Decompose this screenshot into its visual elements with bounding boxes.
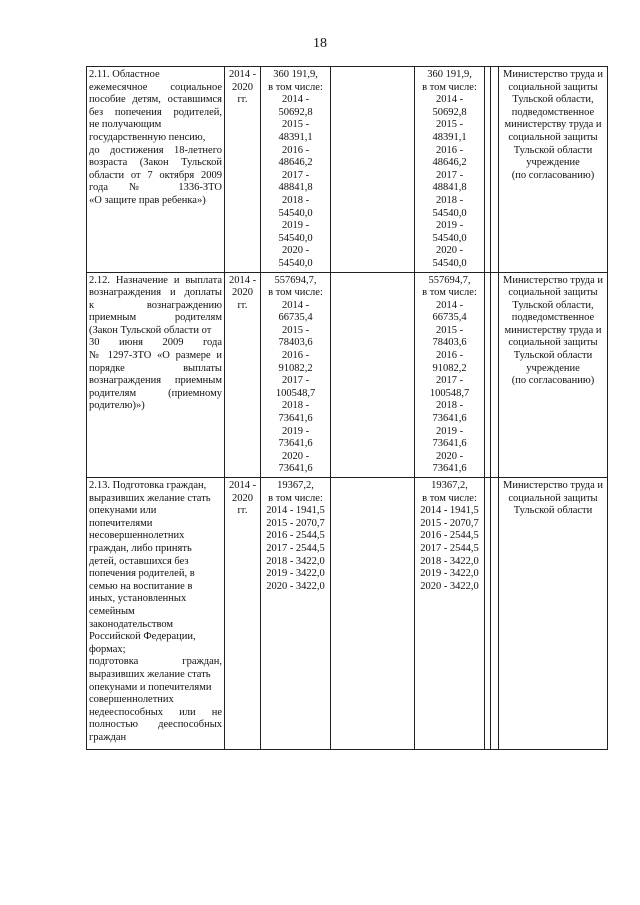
amount-line: в том числе: xyxy=(268,492,323,504)
amount-line: 2019 - xyxy=(435,425,464,437)
resp-line: Министерство труда и xyxy=(502,274,604,286)
resp-line: Тульской области xyxy=(513,505,593,517)
amount-line: 2017 - xyxy=(435,169,464,181)
period-line: гг. xyxy=(237,94,248,106)
empty-cell xyxy=(331,67,415,273)
desc-line: выразивших желание стать xyxy=(89,668,211,680)
amount-line: 2020 - 3422,0 xyxy=(420,580,479,592)
desc-line: 30 июня 2009 года xyxy=(89,337,222,349)
amount-line: 2019 - 3422,0 xyxy=(420,568,479,580)
resp-line: министерству труда и xyxy=(504,119,602,131)
amount-line: 19367,2, xyxy=(431,480,468,491)
amount-line: 78403,6 xyxy=(278,337,313,349)
amount-line: 66735,4 xyxy=(432,312,467,324)
desc-line: выразивших желание стать xyxy=(89,492,211,504)
amount-line: 48391,1 xyxy=(432,131,467,143)
resp-line: социальной защиты xyxy=(508,492,598,504)
amount-line: 360 191,9, xyxy=(427,69,472,80)
responsible-cell xyxy=(499,67,608,273)
resp-line: Тульской области xyxy=(513,144,593,156)
desc-line: граждан xyxy=(89,731,127,743)
amount-repeat-cell xyxy=(415,478,485,750)
amount-line: 19367,2, xyxy=(277,480,314,491)
amount-line: 2015 - xyxy=(435,324,464,336)
desc-line: до достижения 18-летнего xyxy=(89,144,222,156)
amount-line: 2018 - 3422,0 xyxy=(420,555,479,567)
period-line: 2014 - xyxy=(228,69,257,80)
empty-cell xyxy=(331,272,415,478)
amount-line: 73641,6 xyxy=(278,438,313,450)
desc-line: вознаграждения и доплаты xyxy=(89,287,222,299)
desc-line: родителю)») xyxy=(89,400,145,412)
desc-line: ежемесячное социальное xyxy=(89,81,222,93)
period-line: 2014 - xyxy=(228,274,257,286)
amount-line: 2018 - xyxy=(435,400,464,412)
amount-line: 2015 - xyxy=(435,119,464,131)
amount-line: 2015 - 2070,7 xyxy=(420,517,479,529)
resp-line: подведомственное xyxy=(511,106,595,118)
amount-line: 2017 - xyxy=(435,375,464,387)
desc-line: несовершеннолетних xyxy=(89,530,185,542)
desc-line: попечителями xyxy=(89,517,153,529)
amount-line: 50692,8 xyxy=(278,106,313,118)
desc-line: вознаграждения приемным xyxy=(89,375,222,387)
desc-line: совершеннолетних xyxy=(89,694,174,706)
amount-line: 100548,7 xyxy=(275,387,316,399)
amount-line: 2015 - xyxy=(281,324,310,336)
amount-line: 2014 - xyxy=(281,299,310,311)
amount-line: 54540,0 xyxy=(278,257,313,269)
resp-line: социальной защиты xyxy=(508,81,598,93)
amount-line: 2019 - xyxy=(281,220,310,232)
desc-line: недееспособных или не xyxy=(89,706,222,718)
measure-description-cell xyxy=(87,478,225,750)
narrow-cell xyxy=(491,272,499,478)
resp-line: (по согласованию) xyxy=(511,375,595,387)
period-line: 2020 xyxy=(232,492,253,504)
table-row xyxy=(87,478,608,750)
period-cell xyxy=(225,478,261,750)
amount-line: 48646,2 xyxy=(278,157,313,169)
amount-line: 48841,8 xyxy=(432,182,467,194)
resp-line: Министерство труда и xyxy=(502,69,604,80)
desc-line: возраста (Закон Тульской xyxy=(89,157,222,169)
desc-line: порядке выплаты xyxy=(89,362,222,374)
amount-line: 48646,2 xyxy=(432,157,467,169)
desc-line: семейным xyxy=(89,605,135,617)
amount-line: 48391,1 xyxy=(278,131,313,143)
amount-line: 2014 - xyxy=(435,94,464,106)
desc-line: приемным родителям xyxy=(89,312,222,324)
amount-line: 66735,4 xyxy=(278,312,313,324)
amount-line: 2020 - xyxy=(281,450,310,462)
amount-line: 2016 - 2544,5 xyxy=(420,530,479,542)
amount-line: в том числе: xyxy=(422,492,477,504)
desc-line: полностью дееспособных xyxy=(89,719,222,731)
period-line: 2020 xyxy=(232,287,253,299)
responsible-cell xyxy=(499,272,608,478)
desc-line: «О защите прав ребенка») xyxy=(89,194,206,206)
period-line: 2020 xyxy=(232,81,253,93)
amount-line: 78403,6 xyxy=(432,337,467,349)
amount-line: 557694,7, xyxy=(428,274,471,286)
desc-line: родителям (приемному xyxy=(89,387,222,399)
amount-line: в том числе: xyxy=(268,287,323,299)
amount-line: 2016 - xyxy=(435,350,464,362)
desc-line: Российской Федерации, xyxy=(89,631,196,643)
amount-line: 54540,0 xyxy=(432,257,467,269)
amount-line: 2019 - 3422,0 xyxy=(266,568,325,580)
resp-line: министерству труда и xyxy=(504,324,602,336)
desc-line: попечения родителей, в xyxy=(89,568,195,580)
amount-line: в том числе: xyxy=(268,81,323,93)
amount-line: 2020 - xyxy=(435,450,464,462)
amount-line: 54540,0 xyxy=(432,232,467,244)
amount-line: 91082,2 xyxy=(432,362,467,374)
amount-line: 2016 - xyxy=(281,350,310,362)
resp-line: Тульской области, xyxy=(512,299,594,311)
amount-line: 73641,6 xyxy=(278,413,313,425)
program-table xyxy=(86,66,608,750)
desc-line: без попечения родителей, xyxy=(89,106,222,118)
amount-repeat-cell xyxy=(415,272,485,478)
amount-line: 2017 - 2544,5 xyxy=(420,542,479,554)
amount-line: 2015 - 2070,7 xyxy=(266,517,325,529)
responsible-cell xyxy=(499,478,608,750)
resp-line: (по согласованию) xyxy=(511,169,595,181)
measure-description-cell xyxy=(87,67,225,273)
amount-line: 2015 - xyxy=(281,119,310,131)
amount-line: 54540,0 xyxy=(432,207,467,219)
amount-line: 50692,8 xyxy=(432,106,467,118)
amount-line: 2018 - xyxy=(435,194,464,206)
desc-line: (Закон Тульской области от xyxy=(89,324,212,336)
desc-line: граждан, либо принять xyxy=(89,542,192,554)
amount-line: 2019 - xyxy=(435,220,464,232)
amount-line: 2014 - 1941,5 xyxy=(266,505,325,517)
amount-line: 360 191,9, xyxy=(273,69,318,80)
desc-line: не получающим xyxy=(89,119,162,131)
amount-line: 2016 - xyxy=(435,144,464,156)
resp-line: Министерство труда и xyxy=(502,480,604,491)
desc-line: формах; xyxy=(89,643,126,655)
table-row xyxy=(87,67,608,273)
amount-line: 2020 - 3422,0 xyxy=(266,580,325,592)
desc-line: опекунами или xyxy=(89,505,157,517)
amount-line: 73641,6 xyxy=(432,463,467,475)
amount-line: 2014 - xyxy=(281,94,310,106)
amount-line: в том числе: xyxy=(422,81,477,93)
resp-line: социальной защиты xyxy=(508,337,598,349)
amount-line: 54540,0 xyxy=(278,207,313,219)
amount-line: 2018 - xyxy=(281,194,310,206)
amount-line: 73641,6 xyxy=(432,413,467,425)
desc-line: семью на воспитание в xyxy=(89,580,193,592)
amount-line: 91082,2 xyxy=(278,362,313,374)
period-cell xyxy=(225,272,261,478)
resp-line: учреждение xyxy=(526,362,580,374)
period-cell xyxy=(225,67,261,273)
amount-line: 2017 - xyxy=(281,169,310,181)
resp-line: Тульской области, xyxy=(512,94,594,106)
table-body xyxy=(87,67,608,750)
amount-cell xyxy=(261,478,331,750)
amount-line: 54540,0 xyxy=(278,232,313,244)
desc-line: области от 7 октября 2009 xyxy=(89,169,222,181)
desc-line: опекунами и попечителями xyxy=(89,681,212,693)
period-line: 2014 - xyxy=(228,480,257,491)
measure-description-cell xyxy=(87,272,225,478)
amount-cell xyxy=(261,272,331,478)
narrow-cell xyxy=(491,478,499,750)
amount-line: 2018 - 3422,0 xyxy=(266,555,325,567)
amount-line: 2019 - xyxy=(281,425,310,437)
resp-line: учреждение xyxy=(526,157,580,169)
desc-line: 2.11. Областное xyxy=(89,69,160,80)
amount-line: 2020 - xyxy=(435,245,464,257)
amount-line: в том числе: xyxy=(422,287,477,299)
amount-line: 2016 - 2544,5 xyxy=(266,530,325,542)
amount-line: 100548,7 xyxy=(429,387,470,399)
empty-cell xyxy=(331,478,415,750)
desc-line: иных, установленных xyxy=(89,593,187,605)
desc-line: детей, оставшихся без xyxy=(89,555,189,567)
amount-cell xyxy=(261,67,331,273)
desc-line: к вознаграждению xyxy=(89,299,222,311)
narrow-cell xyxy=(491,67,499,273)
amount-line: 2016 - xyxy=(281,144,310,156)
resp-line: социальной защиты xyxy=(508,131,598,143)
desc-line: государственную пенсию, xyxy=(89,131,206,143)
period-line: гг. xyxy=(237,505,248,517)
amount-line: 2018 - xyxy=(281,400,310,412)
amount-line: 2014 - 1941,5 xyxy=(420,505,479,517)
resp-line: подведомственное xyxy=(511,312,595,324)
page-number: 18 xyxy=(313,36,327,51)
amount-line: 557694,7, xyxy=(274,274,317,286)
resp-line: Тульской области xyxy=(513,350,593,362)
desc-line: 2.13. Подготовка граждан, xyxy=(89,480,207,491)
amount-line: 2017 - 2544,5 xyxy=(266,542,325,554)
desc-line: подготовка граждан, xyxy=(89,656,222,668)
desc-line: 2.12. Назначение и выплата xyxy=(89,274,222,286)
desc-line: пособие детям, оставшимся xyxy=(89,94,222,106)
desc-line: № 1297-ЗТО «О размере и xyxy=(89,350,222,362)
resp-line: социальной защиты xyxy=(508,287,598,299)
desc-line: года № 1336-ЗТО xyxy=(89,182,222,194)
amount-line: 2017 - xyxy=(281,375,310,387)
amount-line: 73641,6 xyxy=(278,463,313,475)
table-row xyxy=(87,272,608,478)
amount-line: 73641,6 xyxy=(432,438,467,450)
amount-repeat-cell xyxy=(415,67,485,273)
amount-line: 2020 - xyxy=(281,245,310,257)
period-line: гг. xyxy=(237,299,248,311)
desc-line: законодательством xyxy=(89,618,174,630)
amount-line: 2014 - xyxy=(435,299,464,311)
amount-line: 48841,8 xyxy=(278,182,313,194)
